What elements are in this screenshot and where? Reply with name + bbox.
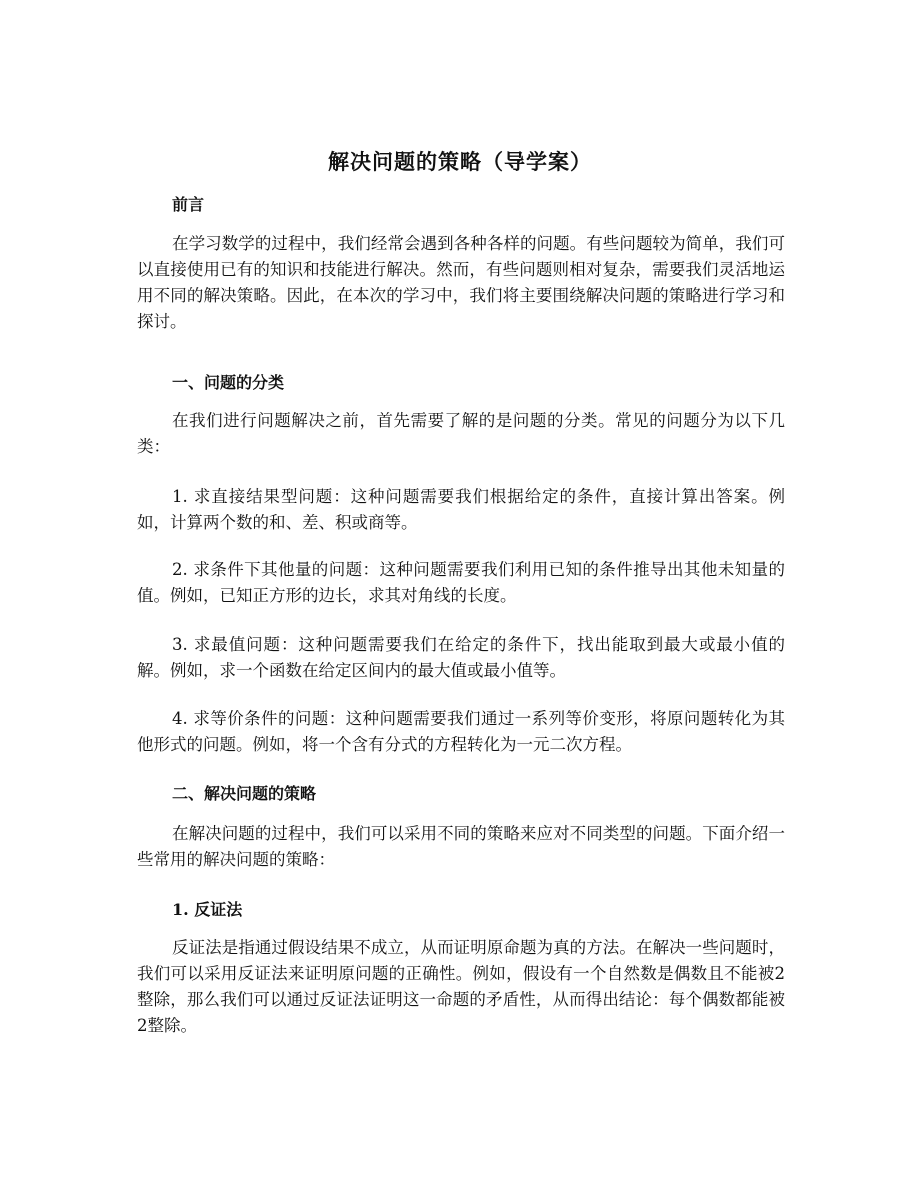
section-heading-classification: 一、问题的分类 bbox=[172, 373, 285, 392]
section-heading-preface: 前言 bbox=[172, 195, 205, 214]
section-heading-strategies: 二、解决问题的策略 bbox=[172, 784, 317, 803]
strategies-intro-paragraph: 在解决问题的过程中，我们可以采用不同的策略来应对不同类型的问题。下面介绍一些常用的解决问题的策略： bbox=[137, 824, 785, 869]
section-heading-proof-by-contradiction: 1. 反证法 bbox=[172, 900, 243, 919]
classification-item-1: 1. 求直接结果型问题：这种问题需要我们根据给定的条件，直接计算出答案。例如，计算两个数的和、差、积或商等。 bbox=[137, 487, 785, 532]
classification-item-4: 4. 求等价条件的问题：这种问题需要我们通过一系列等价变形，将原问题转化为其他形式的问题。例如，将一个含有分式的方程转化为一元二次方程。 bbox=[137, 709, 785, 754]
proof-by-contradiction-paragraph: 反证法是指通过假设结果不成立，从而证明原命题为真的方法。在解决一些问题时，我们可以采用反证法来证明原问题的正确性。例如，假设有一个自然数是偶数且不能被2整除，那么我们可以通过反证法证明这一命题的矛盾性，从而得出结论：每个偶数都能被2整除。 bbox=[137, 938, 785, 1035]
classification-item-2: 2. 求条件下其他量的问题：这种问题需要我们利用已知的条件推导出其他未知量的值。例如，已知正方形的边长，求其对角线的长度。 bbox=[137, 560, 785, 605]
classification-intro-paragraph: 在我们进行问题解决之前，首先需要了解的是问题的分类。常见的问题分为以下几类： bbox=[137, 411, 785, 456]
preface-paragraph: 在学习数学的过程中，我们经常会遇到各种各样的问题。有些问题较为简单，我们可以直接使用已有的知识和技能进行解决。然而，有些问题则相对复杂，需要我们灵活地运用不同的解决策略。因此，在本次的学习中，我们将主要围绕解决问题的策略进行学习和探讨。 bbox=[137, 234, 785, 331]
document-title: 解决问题的策略（导学案） bbox=[328, 149, 592, 174]
classification-item-3: 3. 求最值问题：这种问题需要我们在给定的条件下，找出能取到最大或最小值的解。例如，求一个函数在给定区间内的最大值或最小值等。 bbox=[137, 635, 785, 680]
